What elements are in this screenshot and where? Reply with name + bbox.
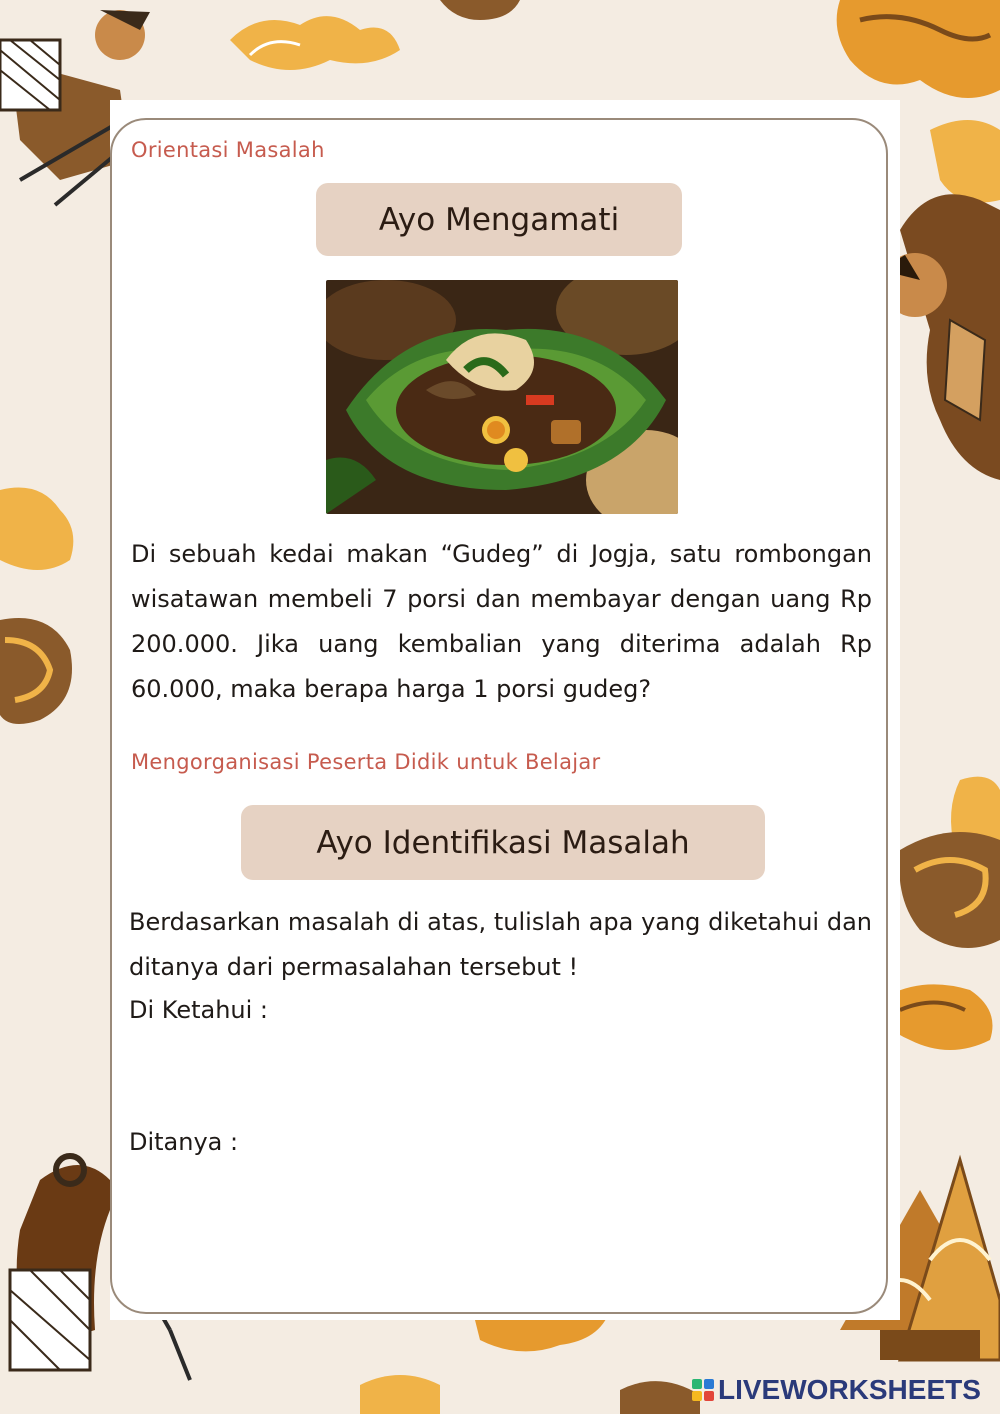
asked-label: Ditanya : bbox=[129, 1128, 239, 1156]
known-label: Di Ketahui : bbox=[129, 996, 269, 1024]
section-label-organize: Mengorganisasi Peserta Didik untuk Belajar bbox=[131, 750, 601, 774]
liveworksheets-logo bbox=[692, 1374, 981, 1406]
gudeg-food-photo bbox=[326, 280, 678, 514]
liveworksheets-icon bbox=[692, 1379, 714, 1401]
problem-statement: Di sebuah kedai makan “Gudeg” di Jogja, satu rombongan wisatawan membeli 7 porsi dan membayar dengan uang Rp 200.000. Jika uang kembalian yang diterima adalah Rp 60.000, maka berapa harga 1 porsi gudeg? bbox=[131, 540, 872, 703]
mega-mendung-cloud-icon bbox=[230, 16, 400, 70]
liveworksheets-text: LIVEWORKSHEETS bbox=[718, 1374, 981, 1405]
instruction-text: Berdasarkan masalah di atas, tulislah apa yang diketahui dan ditanya dari permasalahan tersebut ! bbox=[129, 908, 872, 981]
heading-ayo-mengamati: Ayo Mengamati bbox=[316, 183, 682, 256]
section-label-orientation: Orientasi Masalah bbox=[131, 138, 325, 162]
mega-mendung-cloud-icon bbox=[0, 488, 73, 725]
heading-ayo-identifikasi: Ayo Identifikasi Masalah bbox=[241, 805, 765, 880]
